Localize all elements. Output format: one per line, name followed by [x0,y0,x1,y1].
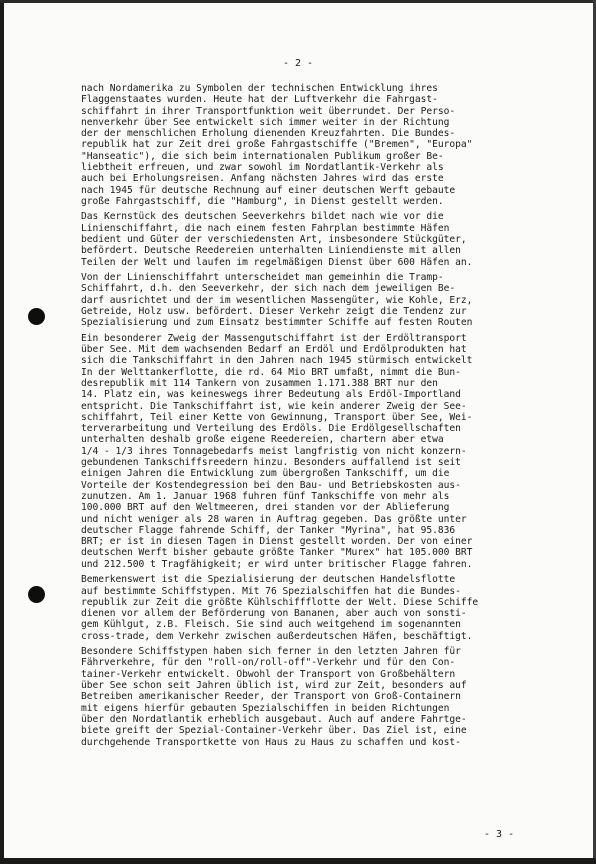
text-line: Fährverkehre, für den "roll-on/roll-off"-Verkehr und für den Con- [81,657,456,669]
body-text [81,83,593,748]
text-line: und 212.500 t Tragfähigkeit; er wird unter britischer Flagge fahren. [81,558,473,570]
text-line: über See. Mit dem wachsenden Bedarf an Erdöl und Erdölprodukten hat [81,344,467,356]
text-line: auch bei Erholungsreisen. Anfang nächsten Jahres wird das erste [81,173,444,185]
text-line: der der menschlichen Erholung dienenden Kreuzfahrten. Die Bundes- [81,128,456,140]
text-line: gebundenen Tankschiffsreedern hinzu. Besonders auffallend ist seit [81,457,461,469]
text-line: Flaggenstaates wurden. Heute hat der Luftverkehr die Fahrgast- [81,94,438,106]
paragraph [81,574,593,642]
text-line: bedient und Güter der verschiedensten Art, insbesondere Stückgüter, [81,234,467,246]
text-line: deutscher Flagge fahrende Schiff, der Tanker "Myrina", hat 95.836 [81,524,456,536]
text-line: gem Kühlgut, z.B. Fleisch. Sie sind auch weitgehend im sogenannten [81,619,461,631]
text-line: liebtheit erfreuen, und zwar sowohl im Nordatlantik-Verkehr als [81,162,444,174]
next-page-marker: - 3 - [484,829,515,840]
paragraph [81,272,593,328]
text-line: Teilen der Welt und laufen im regelmäßigen Dienst über 600 Häfen an. [81,256,473,268]
text-line: Vorteile der Kostendegression bei den Bau- und Betriebskosten aus- [81,479,461,491]
text-line: zunutzen. Am 1. Januar 1968 fuhren fünf Tankschiffe von mehr als [81,490,450,502]
text-line: befördert. Deutsche Reedereien unterhalten Liniendienste mit allen [81,245,461,257]
text-line: desrepublik mit 114 Tankern von zusammen 1.171.388 BRT nur den [81,377,438,389]
text-line: 100.000 BRT auf den Weltmeeren, drei standen vor der Ablieferung [81,502,450,514]
text-line: nenverkehr über See entwickelt sich immer weiter in der Richtung [81,116,450,128]
text-line: Linienschiffahrt, die nach einem festen Fahrplan bestimmte Häfen [81,222,450,234]
scan-border-bottom [0,858,596,864]
text-line: biete greift der Spezial-Container-Verkehr über. Das Ziel ist, eine [81,725,467,737]
text-line: unterhalten deshalb große eigene Reedereien, chartern aber etwa [81,434,444,446]
text-line: BRT; er ist in diesen Tagen in Dienst gestellt worden. Der von einer [81,536,473,548]
text-line: Bemerkenswert ist die Spezialisierung der deutschen Handelsflotte [81,574,456,586]
text-line: entspricht. Die Tankschiffahrt ist, wie kein anderer Zweig der See- [81,400,467,412]
text-line: Von der Linienschiffahrt unterscheidet man gemeinhin die Tramp- [81,272,444,284]
text-line: schiffahrt, Teil einer Kette von Gewinnung, Transport über See, Wei- [81,411,473,423]
paragraph [81,211,593,267]
text-line: 14. Platz ein, was keineswegs ihrer Bedeutung als Erdöl-Importland [81,389,461,401]
text-line: In der Welttankerflotte, die rd. 64 Mio BRT umfaßt, nimmt die Bun- [81,366,461,378]
text-line: Schiffahrt, d.h. den Seeverkehr, der sich nach dem jeweiligen Be- [81,283,456,295]
text-line: "Hanseatic"), die sich beim internationalen Publikum großer Be- [81,150,444,162]
text-line: schiffahrt in ihrer Transportfunktion weit überrundet. Der Perso- [81,105,456,117]
punch-hole-lower [28,586,45,603]
paragraph [81,333,593,570]
text-line: nach Nordamerika zu Symbolen der technischen Entwicklung ihres [81,83,438,94]
text-line: deutschen Werft bisher gebaute größte Tanker "Murex" hat 105.000 BRT [81,547,473,559]
text-line: auf bestimmte Schiffstypen. Mit 76 Spezialschiffen hat die Bundes- [81,585,461,597]
text-line: über See schon seit Jahren üblich ist, wird zur Zeit, besonders auf [81,680,467,692]
text-line: einigen Jahren die Entwicklung zum übergroßen Tankschiff, um die [81,468,450,480]
text-line: Betreiben amerikanischer Reeder, der Transport von Groß-Containern [81,691,461,703]
text-line: über den Nordatlantik erheblich ausgebaut. Auch auf andere Fahrtge- [81,713,467,725]
text-line: cross-trade, dem Verkehr zwischen außerdeutschen Häfen, beschäftigt. [81,630,473,642]
text-line: und nicht weniger als 28 waren in Auftrag gegeben. Das größte unter [81,513,467,525]
page-number: - 2 - [282,58,314,69]
text-line: darf ausrichtet und der im wesentlichen Massengüter, wie Kohle, Erz, [81,294,473,306]
text-line: durchgehende Transportkette von Haus zu Haus zu schaffen und kost- [81,736,461,748]
text-line: Das Kernstück des deutschen Seeverkehrs bildet nach wie vor die [81,211,444,223]
text-line: Spezialisierung und zum Einsatz bestimmter Schiffe auf festen Routen [81,317,473,329]
text-line: republik zur Zeit die größte Kühlschiffflotte der Welt. Diese Schiffe [81,596,479,608]
paragraph [81,646,593,748]
text-line: sich die Tankschiffahrt in den Jahren nach 1945 stürmisch entwickelt [81,355,473,367]
text-line: 1/4 - 1/3 ihres Tonnagebedarfs meist langfristig von nicht konzern- [81,445,467,457]
scan-border-left [0,0,4,864]
paragraph [81,83,593,207]
punch-hole-upper [28,308,45,325]
text-line: Getreide, Holz usw. befördert. Dieser Verkehr zeigt die Tendenz zur [81,306,467,318]
text-line: Ein besonderer Zweig der Massengutschiffahrt ist der Erdöltransport [81,332,467,344]
text-line: terverarbeitung und Verteilung des Erdöls. Die Erdölgesellschaften [81,423,461,435]
text-line: mit eigens hierfür gebauten Spezialschiffen in beiden Richtungen [81,702,450,714]
text-line: republik hat zur Zeit drei große Fahrgastschiffe ("Bremen", "Europa" [81,139,473,151]
text-line: tainer-Verkehr entwickelt. Obwohl der Transport von Großbehältern [81,668,456,680]
text-line: Besondere Schiffstypen haben sich ferner in den letzten Jahren für [81,646,461,658]
text-line: nach 1945 für deutsche Rechnung auf einer deutschen Werft gebaute [81,184,456,196]
text-line: große Fahrgastschiff, die "Hamburg", in Dienst gestellt werden. [81,195,444,207]
scan-border-top [0,0,596,3]
text-line: dienen vor allem der Beförderung von Bananen, aber auch von sonsti- [81,608,467,620]
